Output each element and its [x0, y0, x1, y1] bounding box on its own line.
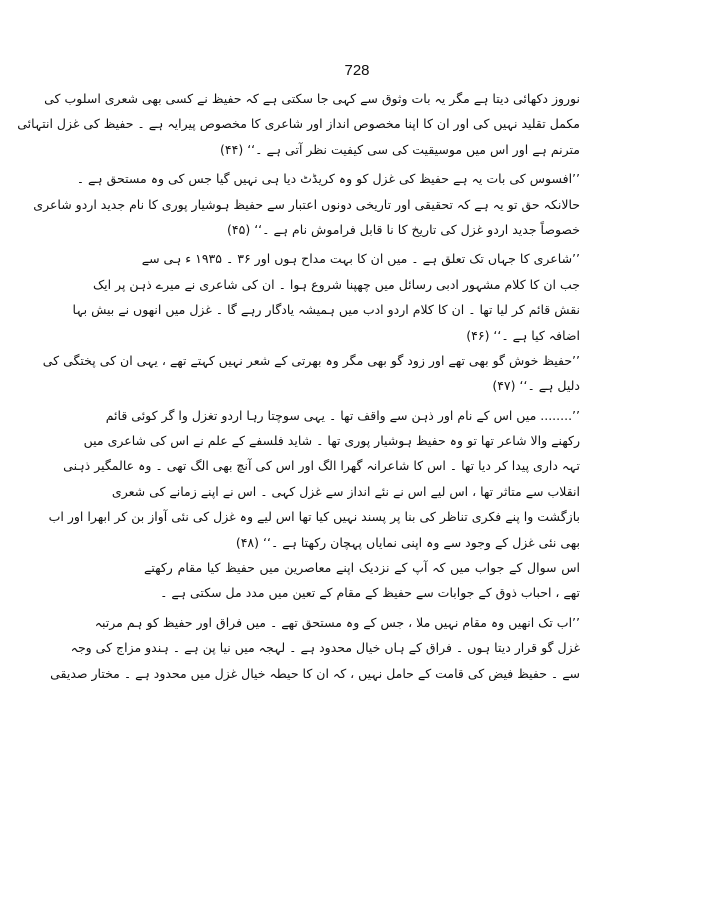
- text-line: نوروز دکھائی دیتا ہے مگر یہ بات وثوق سے کہی جا سکتی ہے کہ حفیظ نے کسی بھی شعری اسلوب کی: [44, 91, 580, 106]
- body-text: [17, 86, 580, 686]
- text-line: حالانکہ حق تو یہ ہے کہ تحقیقی اور تاریخی دونوں اعتبار سے حفیظ ہوشیار پوری کا نام جدید اردو شاعری: [33, 196, 580, 212]
- text-line: مکمل تقلید نہیں کی اور ان کا اپنا مخصوص انداز اور شاعری کا مخصوص پیرایہ ہے ۔ حفیظ کی غزل انتہائی: [17, 116, 580, 132]
- text-line: تہہ داری پیدا کر دیا تھا ۔ اس کا شاعرانہ گھرا الگ اور اس کی آنچ بھی الگ تھی ۔ وہ عالمگیر ذہنی: [63, 458, 580, 474]
- text-line: ’’شاعری کا جہاں تک تعلق ہے ۔ میں ان کا بہت مداح ہوں اور ۳۶ ۔ ۱۹۳۵ ء ہی سے: [141, 251, 580, 267]
- text-line: اس سوال کے جواب میں کہ آپ کے نزدیک اپنے معاصرین میں حفیظ کیا مقام رکھتے: [144, 560, 580, 576]
- text-line: تھے ، احباب ذوق کے جوابات سے حفیظ کے مقام کے تعین میں مدد مل سکتی ہے ۔: [160, 585, 580, 601]
- text-line: جب ان کا کلام مشہور ادبی رسائل میں چھپنا شروع ہوا ۔ ان کی شاعری نے میرے ذہن پر ایک: [92, 276, 580, 292]
- text-line: ’’اب تک انھیں وہ مقام نہیں ملا ، جس کے وہ مستحق تھے ۔ میں فراق اور حفیظ کو ہم مرتبہ: [94, 614, 580, 630]
- text-line: ’’حفیظ خوش گو بھی تھے اور زود گو بھی مگر وہ بھرتی کے شعر نہیں کہتے تھے ، یہی ان کی پختگی کی: [42, 352, 580, 368]
- text-line: انقلاب سے متاثر تھا ، اس لیے اس نے نئے انداز سے غزل کہی ۔ اس نے اپنے زمانے کی شعری: [111, 483, 580, 499]
- text-line: مترنم ہے اور اس میں موسیقیت کی سی کیفیت نظر آتی ہے ۔‘‘ (۴۴): [220, 141, 580, 157]
- text-line: ’’........ میں اس کے نام اور ذہن سے واقف تھا ۔ یہی سوچتا رہا اردو تغزل وا گر کوئی قائم: [105, 407, 580, 423]
- text-line: دلیل ہے ۔‘‘ (۴۷): [492, 378, 580, 394]
- text-line: سے ۔ حفیظ فیض کی قامت کے حامل نہیں ، کہ ان کا حیطہ خیال غزل میں محدود ہے ۔ مختار صدیقی: [50, 665, 580, 681]
- text-line: بھی نئی غزل کے وجود سے وہ اپنی نمایاں پہچان رکھتا ہے ۔‘‘ (۴۸): [235, 534, 580, 550]
- text-line: بازگشت وا پنے فکری تناظر کی بنا پر پسند نہیں کیا تھا اس لیے وہ غزل کی نئی آواز بن کر ابھرا اور اب: [48, 509, 580, 525]
- text-line: اضافہ کیا ہے ۔‘‘ (۴۶): [466, 327, 580, 343]
- text-line: رکھنے والا شاعر تھا تو وہ حفیظ ہوشیار پوری تھا ۔ شاید فلسفے کے علم نے اس کی شاعری میں: [83, 433, 580, 449]
- page-number: 728: [344, 62, 370, 79]
- text-line: خصوصاً جدید اردو غزل کی تاریخ کا نا قابل فراموش نام ہے ۔‘‘ (۴۵): [227, 221, 580, 237]
- text-line: غزل گو قرار دیتا ہوں ۔ فراق کے ہاں خیال محدود ہے ۔ لہجہ میں نیا پن ہے ۔ ہندو مزاج کی وجہ: [70, 640, 580, 656]
- text-line: نقش قائم کر لیا تھا ۔ ان کا کلام اردو ادب میں ہمیشہ یادگار رہے گا ۔ غزل میں انھوں نے بیش بہا: [72, 302, 580, 318]
- text-line: ’’افسوس کی بات یہ ہے حفیظ کی غزل کو وہ کریڈٹ دیا ہی نہیں گیا جس کی وہ مستحق ہے ۔: [76, 171, 580, 187]
